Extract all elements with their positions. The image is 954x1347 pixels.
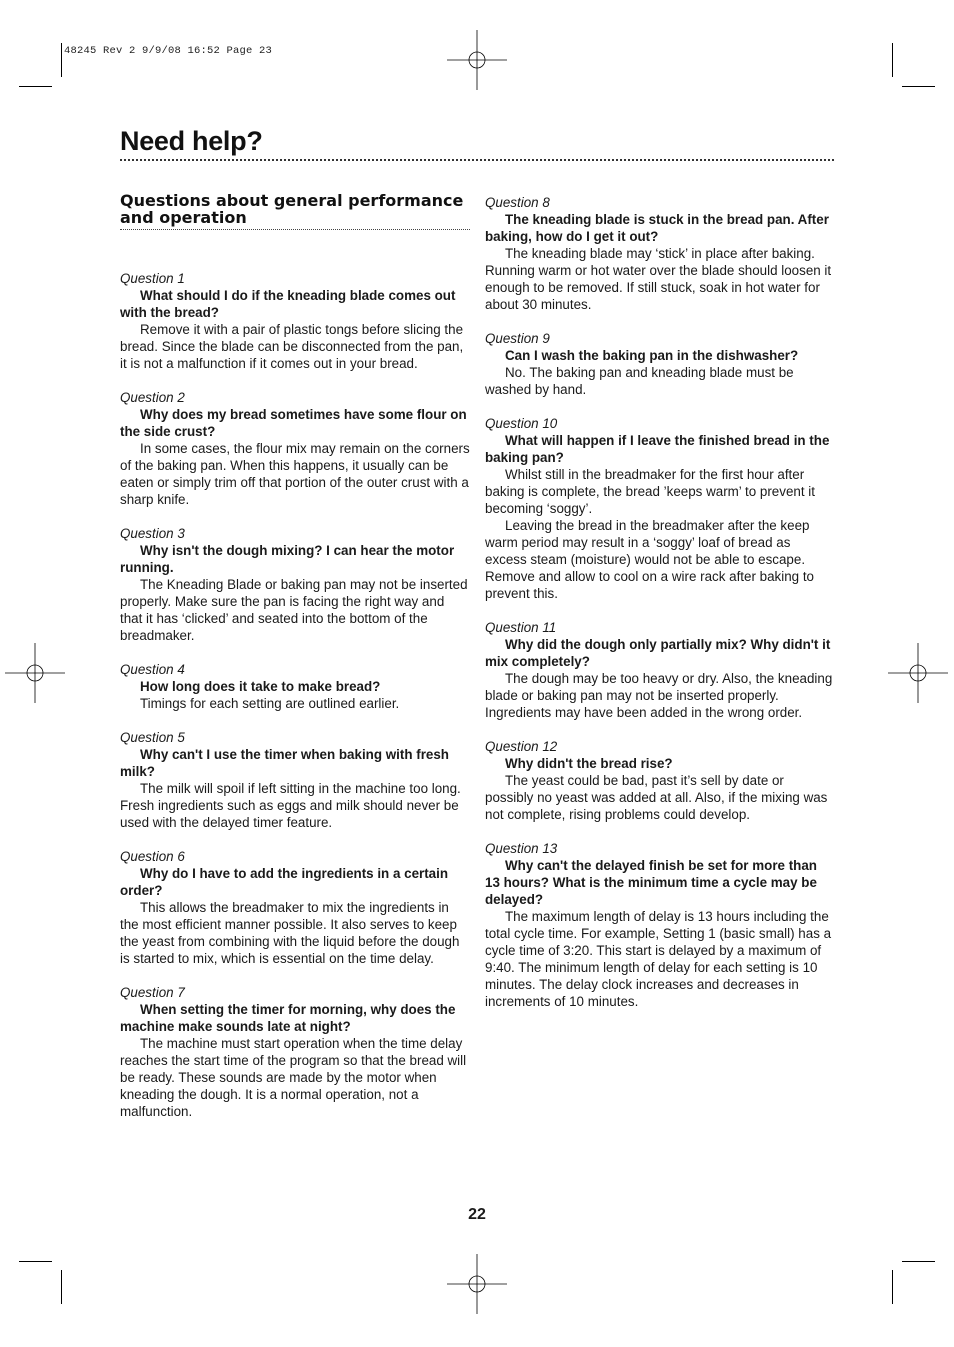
question-list bbox=[485, 194, 833, 1010]
crop-mark bbox=[19, 1261, 52, 1262]
left-column bbox=[120, 192, 470, 1137]
registration-mark-icon bbox=[5, 643, 65, 703]
question-list bbox=[120, 270, 470, 1120]
question-label: Question 12 bbox=[485, 739, 558, 754]
question-block bbox=[485, 619, 833, 721]
answer-text: The maximum length of delay is 13 hours including the total cycle time. For example, Setting 1 (basic small) has a cycle time of 3:20. This start is delayed by a maximum of 9:40. The minimum length of delay for each setting is 10 minutes. The delay clock increases and decreases in increments of 10 minutes. bbox=[485, 909, 832, 1009]
answer-text: The kneading blade may ‘stick’ in place after baking. Running warm or hot water over the blade should loosen it enough to be removed. If still stuck, soak in hot water for about 30 minutes. bbox=[485, 246, 832, 312]
right-column bbox=[485, 194, 833, 1027]
title-divider bbox=[120, 159, 834, 161]
question-block bbox=[120, 270, 470, 372]
answer-text: Whilst still in the breadmaker for the first hour after baking is complete, the bread ’keeps warm’ to prevent it becoming ‘soggy’. bbox=[485, 467, 815, 516]
question-block bbox=[120, 984, 470, 1120]
crop-mark bbox=[892, 1270, 893, 1304]
question-label: Question 2 bbox=[120, 390, 185, 405]
page-title: Need help? bbox=[120, 126, 263, 156]
question-label: Question 6 bbox=[120, 849, 185, 864]
crop-mark bbox=[902, 1261, 935, 1262]
question-block bbox=[485, 738, 833, 823]
question-label: Question 1 bbox=[120, 271, 185, 286]
answer-text: The yeast could be bad, past it’s sell by date or possibly no yeast was added at all. Also, if the mixing was not complete, rising problems could develop. bbox=[485, 773, 828, 822]
question-label: Question 13 bbox=[485, 841, 558, 856]
print-slug: 48245 Rev 2 9/9/08 16:52 Page 23 bbox=[64, 45, 273, 57]
question-label: Question 7 bbox=[120, 985, 185, 1000]
question-text: Why didn't the bread rise? bbox=[505, 756, 673, 771]
question-text: When setting the timer for morning, why does the machine make sounds late at night? bbox=[120, 1002, 456, 1034]
question-block bbox=[485, 194, 833, 313]
answer-text: Timings for each setting are outlined earlier. bbox=[140, 696, 400, 711]
answer-text: The machine must start operation when the time delay reaches the start time of the program so that the bread will be ready. These sounds are made by the motor when kneading the dough. It is a normal operation, not a malfunction. bbox=[120, 1036, 467, 1119]
question-block bbox=[120, 525, 470, 644]
registration-mark-icon bbox=[888, 643, 948, 703]
crop-mark bbox=[61, 1270, 62, 1304]
question-label: Question 11 bbox=[485, 620, 557, 635]
question-block bbox=[120, 389, 470, 508]
section-heading: Questions about general performance and operation bbox=[120, 192, 470, 230]
question-label: Question 5 bbox=[120, 730, 185, 745]
answer-text: This allows the breadmaker to mix the ingredients in the most efficient manner possible. It also serves to keep the yeast from combining with the liquid before the dough is started to mix, which is essential on the time delay. bbox=[120, 900, 460, 966]
answer-text: In some cases, the flour mix may remain on the corners of the baking pan. When this happens, it usually can be eaten or simply trim off that portion of the outer crust with a sharp knife. bbox=[120, 441, 470, 507]
question-block bbox=[485, 330, 833, 398]
question-text: What should I do if the kneading blade comes out with the bread? bbox=[120, 288, 456, 320]
crop-mark bbox=[61, 43, 62, 77]
question-block bbox=[485, 415, 833, 602]
question-label: Question 3 bbox=[120, 526, 185, 541]
crop-mark bbox=[19, 86, 52, 87]
page-number: 22 bbox=[468, 1206, 486, 1223]
question-text: Why did the dough only partially mix? Why didn't it mix completely? bbox=[485, 637, 831, 669]
answer-text: The Kneading Blade or baking pan may not be inserted properly. Make sure the pan is facing the right way and that it has ‘clicked’ and seated into the bottom of the breadmaker. bbox=[120, 577, 468, 643]
question-text: Why does my bread sometimes have some flour on the side crust? bbox=[120, 407, 467, 439]
answer-text: The dough may be too heavy or dry. Also, the kneading blade or baking pan may not be inserted properly. Ingredients may have been added in the wrong order. bbox=[485, 671, 833, 720]
answer-text: Remove it with a pair of plastic tongs before slicing the bread. Since the blade can be disconnected from the pan, it is not a malfunction if it comes out in your bread. bbox=[120, 322, 464, 371]
question-text: Can I wash the baking pan in the dishwasher? bbox=[505, 348, 799, 363]
question-text: Why isn't the dough mixing? I can hear the motor running. bbox=[120, 543, 455, 575]
registration-mark-icon bbox=[447, 30, 507, 90]
question-text: The kneading blade is stuck in the bread pan. After baking, how do I get it out? bbox=[485, 212, 829, 244]
question-text: Why can't I use the timer when baking with fresh milk? bbox=[120, 747, 449, 779]
question-block bbox=[485, 840, 833, 1010]
question-label: Question 4 bbox=[120, 662, 185, 677]
question-block bbox=[120, 661, 470, 712]
question-block bbox=[120, 729, 470, 831]
crop-mark bbox=[902, 86, 935, 87]
crop-mark bbox=[892, 43, 893, 77]
question-label: Question 8 bbox=[485, 195, 550, 210]
answer-text: The milk will spoil if left sitting in the machine too long. Fresh ingredients such as eggs and milk should never be used with the delayed timer feature. bbox=[120, 781, 461, 830]
question-label: Question 10 bbox=[485, 416, 558, 431]
question-label: Question 9 bbox=[485, 331, 550, 346]
question-text: How long does it take to make bread? bbox=[140, 679, 381, 694]
question-block bbox=[120, 848, 470, 967]
registration-mark-icon bbox=[447, 1254, 507, 1314]
question-text: What will happen if I leave the finished bread in the baking pan? bbox=[485, 433, 830, 465]
answer-text: Leaving the bread in the breadmaker after the keep warm period may result in a ‘soggy’ loaf of bread as excess steam (moisture) would not be able to escape. Remove and allow to cool on a wire rack after baking to prevent this. bbox=[485, 518, 814, 601]
question-text: Why can't the delayed finish be set for more than 13 hours? What is the minimum time a cycle may be delayed? bbox=[485, 858, 817, 907]
question-text: Why do I have to add the ingredients in a certain order? bbox=[120, 866, 449, 898]
answer-text: No. The baking pan and kneading blade must be washed by hand. bbox=[485, 365, 794, 397]
